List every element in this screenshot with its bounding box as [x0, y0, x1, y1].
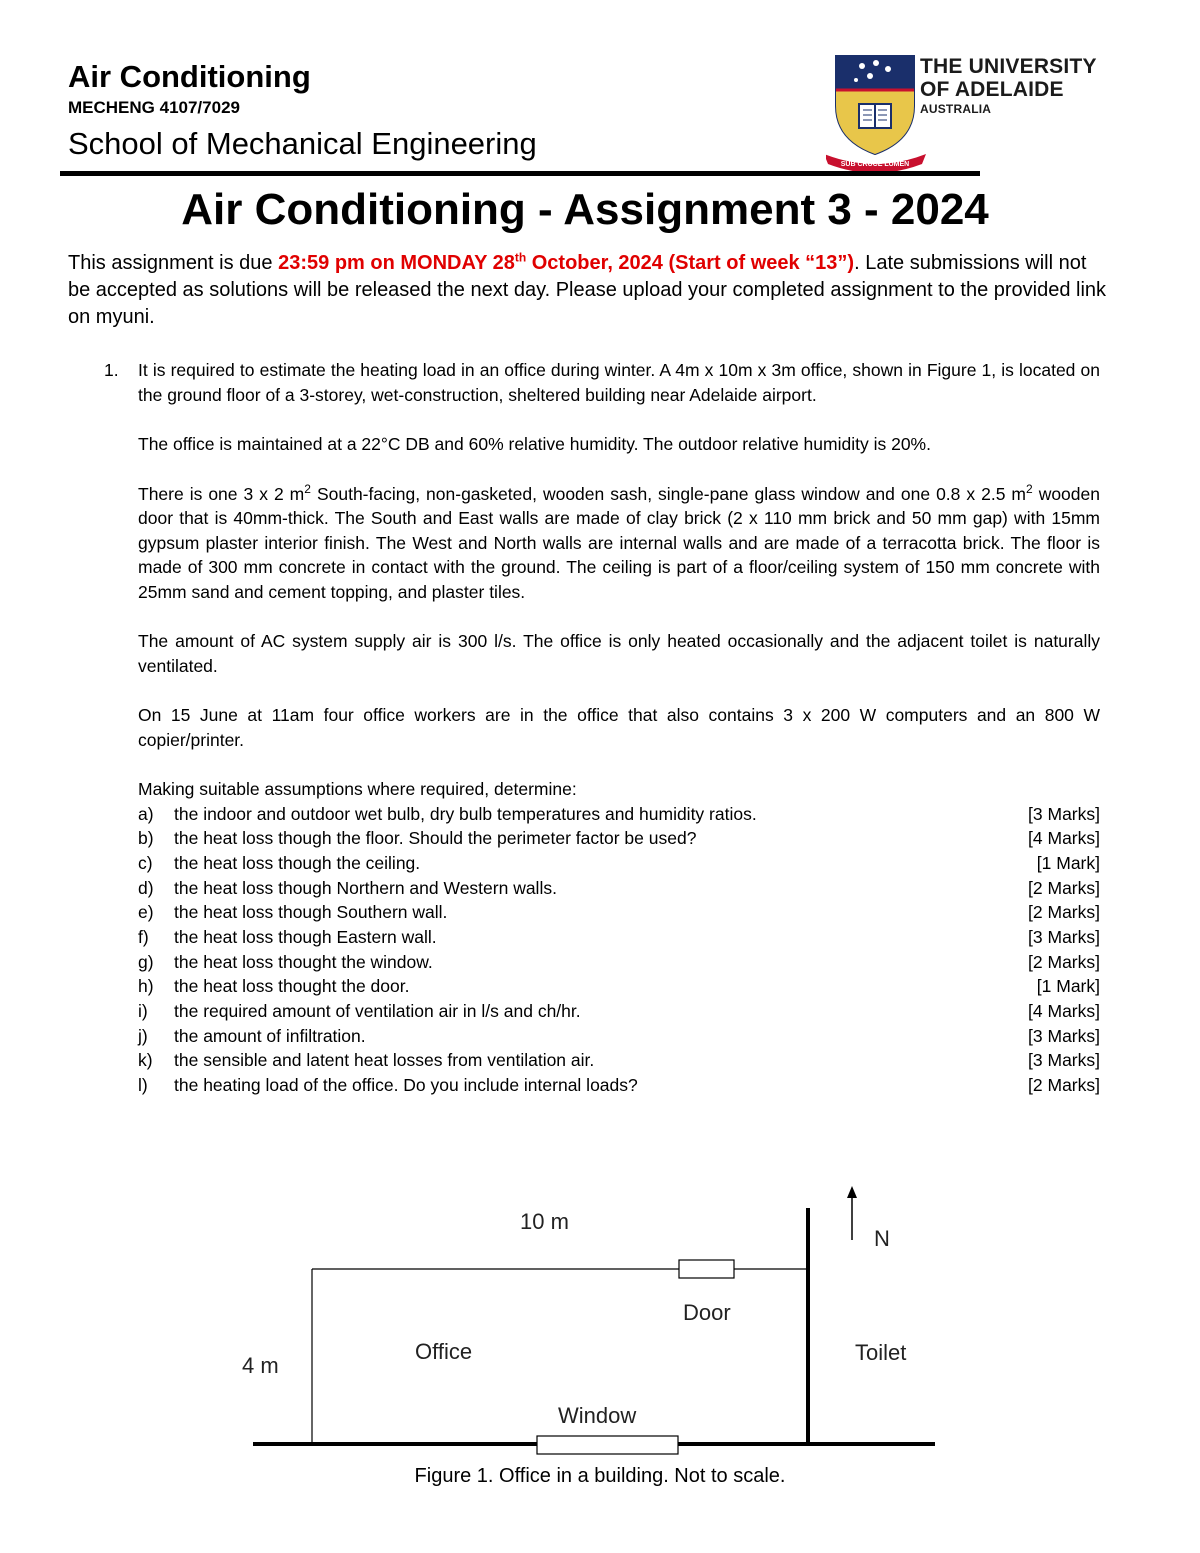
- door-symbol: [679, 1260, 734, 1278]
- part-marks: [2 Marks]: [1028, 902, 1100, 923]
- intro-prefix: This assignment is due: [68, 252, 279, 274]
- part-text: the sensible and latent heat losses from ventilation air.: [174, 1050, 595, 1071]
- question-number: 1.: [104, 360, 119, 380]
- part-marks: [3 Marks]: [1028, 1025, 1100, 1046]
- list-item: [138, 974, 1100, 999]
- part-marks: [3 Marks]: [1028, 1050, 1100, 1071]
- part-label: a): [138, 803, 154, 824]
- due-date: [278, 252, 854, 274]
- list-item: [138, 1024, 1100, 1049]
- header-divider: [60, 171, 980, 176]
- course-title: Air Conditioning: [68, 59, 311, 94]
- list-item: [138, 950, 1100, 975]
- university-name-line2: OF ADELAIDE: [920, 78, 1064, 101]
- part-label: d): [138, 877, 154, 898]
- question-paragraph-2: The office is maintained at a 22°C DB and 60% relative humidity. The outdoor relative humidity is 20%.: [138, 434, 931, 454]
- university-country: AUSTRALIA: [920, 102, 992, 116]
- crest-icon: [826, 56, 926, 173]
- window-label: Window: [558, 1403, 637, 1428]
- width-label: 10 m: [520, 1209, 569, 1234]
- university-name: [920, 55, 1097, 117]
- part-text: the required amount of ventilation air in l/s and ch/hr.: [174, 1001, 581, 1022]
- part-marks: [1 Mark]: [1036, 852, 1100, 873]
- part-text: the amount of infiltration.: [174, 1025, 366, 1046]
- list-item: [138, 925, 1100, 950]
- question-1: [104, 358, 1100, 1098]
- school-name: School of Mechanical Engineering: [68, 126, 537, 161]
- part-marks: [4 Marks]: [1028, 828, 1100, 849]
- p3-part-c: wooden door that is 40mm-thick. The South and East walls are made of clay brick (2 x 110 mm brick and 50 mm gap) with 15mm gypsum plaster interior finish. The West and North walls are internal walls and are made of a terracotta brick. The floor is made of 300 mm concrete in contact with the ground. The ceiling is part of a floor/ceiling system of 150 mm concrete with 25mm sand and cement topping, and plaster tiles.: [138, 483, 1100, 602]
- part-marks: [4 Marks]: [1028, 1001, 1100, 1022]
- part-marks: [3 Marks]: [1028, 927, 1100, 948]
- north-label: N: [874, 1226, 890, 1251]
- part-label: j): [138, 1025, 148, 1046]
- part-label: i): [138, 1001, 148, 1022]
- part-text: the heat loss thought the door.: [174, 976, 410, 997]
- list-item: [138, 802, 1100, 827]
- part-label: l): [138, 1075, 148, 1096]
- part-label: g): [138, 951, 154, 972]
- part-marks: [2 Marks]: [1028, 877, 1100, 898]
- university-name-line1: THE UNIVERSITY: [920, 55, 1097, 78]
- north-arrow-icon: [847, 1186, 857, 1240]
- course-code: MECHENG 4107/7029: [68, 98, 240, 117]
- due-date-sup: th: [514, 250, 527, 265]
- height-label: 4 m: [242, 1353, 279, 1378]
- p3-part-a: There is one 3 x 2 m: [138, 483, 305, 504]
- intro-paragraph: [68, 250, 1108, 331]
- toilet-label: Toilet: [855, 1340, 907, 1365]
- list-item: [138, 900, 1100, 925]
- part-label: f): [138, 927, 149, 948]
- list-item: [138, 826, 1100, 851]
- question-paragraph-5: On 15 June at 11am four office workers are in the office that also contains 3 x 200 W computers and an 800 W copier/printer.: [138, 705, 1100, 750]
- question-paragraph-3: [138, 482, 1100, 605]
- part-text: the indoor and outdoor wet bulb, dry bulb temperatures and humidity ratios.: [174, 803, 757, 824]
- part-text: the heat loss though the floor. Should the perimeter factor be used?: [174, 828, 697, 849]
- intro-suffix: . Late submissions will not be accepted as solutions will be released the next day. Please upload your completed assignment to the provided link on myuni.: [68, 252, 1107, 328]
- part-text: the heat loss though the ceiling.: [174, 852, 421, 873]
- part-label: k): [138, 1050, 153, 1071]
- figure-caption: Figure 1. Office in a building. Not to scale.: [414, 1465, 786, 1487]
- list-item: [138, 999, 1100, 1024]
- part-marks: [2 Marks]: [1028, 1075, 1100, 1096]
- part-text: the heat loss though Southern wall.: [174, 902, 448, 923]
- p3-part-b: South-facing, non-gasketed, wooden sash, single-pane glass window and one 0.8 x 2.5 m: [310, 483, 1027, 504]
- part-label: e): [138, 902, 154, 923]
- crest-motto: SUB CRUCE LUMEN: [840, 161, 910, 168]
- list-item: [138, 1048, 1100, 1073]
- p3-sup-1: 2: [304, 481, 311, 496]
- part-text: the heat loss though Eastern wall.: [174, 927, 437, 948]
- part-label: b): [138, 828, 154, 849]
- question-parts-list: [138, 802, 1100, 1098]
- page-title: Air Conditioning - Assignment 3 - 2024: [181, 185, 989, 234]
- p3-sup-2: 2: [1026, 481, 1033, 496]
- question-paragraph-4: The amount of AC system supply air is 300 l/s. The office is only heated occasionally and the adjacent toilet is naturally ventilated.: [138, 631, 1100, 676]
- list-item: [138, 876, 1100, 901]
- question-paragraph-1: It is required to estimate the heating load in an office during winter. A 4m x 10m x 3m office, shown in Figure 1, is located on the ground floor of a 3-storey, wet-construction, sheltered building near Adelaide airport.: [138, 360, 1100, 405]
- list-item: [138, 851, 1100, 876]
- list-item: [138, 1073, 1100, 1098]
- window-symbol: [537, 1436, 678, 1454]
- office-label: Office: [415, 1339, 473, 1364]
- course-header: [68, 58, 537, 164]
- door-label: Door: [683, 1300, 731, 1325]
- part-text: the heat loss though Northern and Western walls.: [174, 877, 557, 898]
- due-date-rest: October, 2024 (Start of week “13”): [526, 252, 855, 274]
- part-marks: [1 Mark]: [1036, 976, 1100, 997]
- due-date-main: 23:59 pm on MONDAY 28: [278, 252, 515, 274]
- part-marks: [2 Marks]: [1028, 951, 1100, 972]
- part-marks: [3 Marks]: [1028, 803, 1100, 824]
- part-label: h): [138, 976, 154, 997]
- part-text: the heating load of the office. Do you include internal loads?: [174, 1075, 638, 1096]
- part-label: c): [138, 852, 153, 873]
- question-lead: Making suitable assumptions where required, determine:: [138, 779, 577, 799]
- part-text: the heat loss thought the window.: [174, 951, 433, 972]
